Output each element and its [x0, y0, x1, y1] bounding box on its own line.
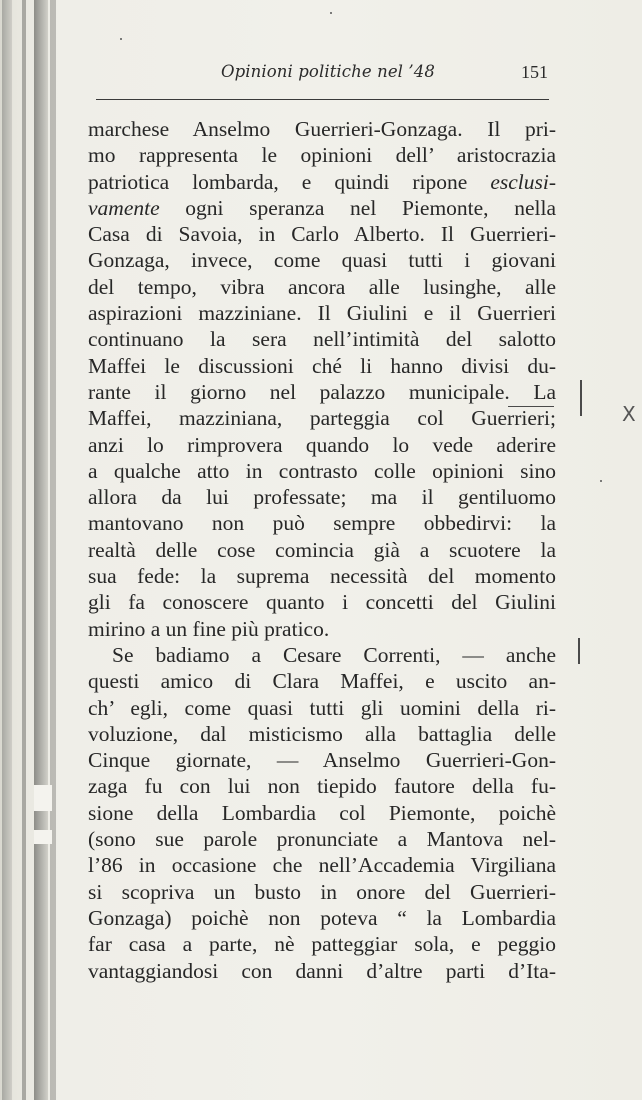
text-line: mo rappresenta le opinioni dell’ aristocrazia — [88, 143, 556, 168]
text-line: Maffei le discussioni ché li hanno divisi du- — [88, 353, 556, 378]
text-line: realtà delle cose comincia già a scuotere la — [88, 537, 556, 562]
header-rule — [96, 99, 549, 100]
pencil-margin-line — [578, 638, 580, 664]
text-line-segment: vamente ogni speranza nel Piemonte, nella — [88, 195, 556, 220]
paper-speck — [600, 480, 602, 482]
text-line: continuano la sera nell’intimità del salotto — [88, 327, 556, 352]
text-line: Gonzaga, invece, come quasi tutti i giovani — [88, 248, 556, 273]
gutter-band — [50, 0, 56, 1100]
text-line: a qualche atto in contrasto colle opinioni sino — [88, 458, 556, 483]
text-line: (sono sue parole pronunciate a Mantova nel- — [88, 827, 556, 852]
text-line: aspirazioni mazziniane. Il Giulini e il Guerrieri — [88, 301, 556, 326]
text-line: si scopriva un busto in onore del Guerrieri- — [88, 879, 556, 904]
paper-speck — [330, 12, 332, 14]
text-line: Gonzaga) poichè non poteva “ la Lombardia — [88, 905, 556, 930]
text-line: l’86 in occasione che nell’Accademia Virgiliana — [88, 853, 556, 878]
body-text — [88, 116, 556, 984]
text-line: vantaggiandosi con danni d’altre parti d’Ita- — [88, 958, 556, 983]
pencil-margin-line — [580, 380, 582, 416]
italic-word: vamente — [88, 195, 160, 220]
gutter-band — [34, 0, 48, 1100]
page-gutter-shadow — [0, 0, 62, 1100]
text-line: Casa di Savoia, in Carlo Alberto. Il Guerrieri- — [88, 222, 556, 247]
gutter-notch — [34, 830, 52, 844]
text-line: questi amico di Clara Maffei, e uscito an- — [88, 669, 556, 694]
text-line: voluzione, dal misticismo alla battaglia delle — [88, 721, 556, 746]
text-line: del tempo, vibra ancora alle lusinghe, alle — [88, 274, 556, 299]
italic-word: esclusi- — [490, 169, 556, 194]
text-line: sua fede: la suprema necessità del momento — [88, 564, 556, 589]
text-line: marchese Anselmo Guerrieri-Gonzaga. Il pri- — [88, 117, 556, 141]
running-title: Opinioni politiche nel ’48 — [221, 62, 435, 81]
paper-speck — [120, 38, 122, 40]
text-line: Cinque giornate, — Anselmo Guerrieri-Gon- — [88, 748, 556, 773]
text-line-segment: patriotica lombarda, e quindi ripone — [88, 169, 468, 194]
text-line: Maffei, mazziniana, parteggia col Guerrieri; — [88, 406, 556, 431]
text-line — [88, 195, 556, 221]
gutter-band — [22, 0, 26, 1100]
text-line: rante il giorno nel palazzo municipale. La — [88, 379, 556, 404]
text-line: sione della Lombardia col Piemonte, poichè — [88, 800, 556, 825]
text-line: allora da lui professate; ma il gentiluomo — [88, 485, 556, 510]
text-line: mirino a un fine più pratico. — [88, 616, 330, 641]
page-header — [96, 60, 548, 88]
page-number: 151 — [521, 62, 548, 82]
text-line: ch’ egli, come quasi tutti gli uomini della ri- — [88, 695, 556, 720]
pencil-annotation: X — [622, 402, 636, 426]
pencil-underline — [508, 406, 554, 407]
text-line — [88, 169, 556, 195]
text-line: far casa a parte, nè patteggiar sola, e peggio — [88, 932, 556, 957]
text-line: zaga fu con lui non tiepido fautore della fu- — [88, 774, 556, 799]
text-line: mantovano non può sempre obbedirvi: la — [88, 511, 556, 536]
text-line: gli fa conoscere quanto i concetti del Giulini — [88, 590, 556, 615]
gutter-notch — [34, 785, 52, 811]
text-line: anzi lo rimprovera quando lo vede aderire — [88, 432, 556, 457]
text-line: Se badiamo a Cesare Correnti, — anche — [112, 642, 556, 667]
gutter-band — [2, 0, 12, 1100]
